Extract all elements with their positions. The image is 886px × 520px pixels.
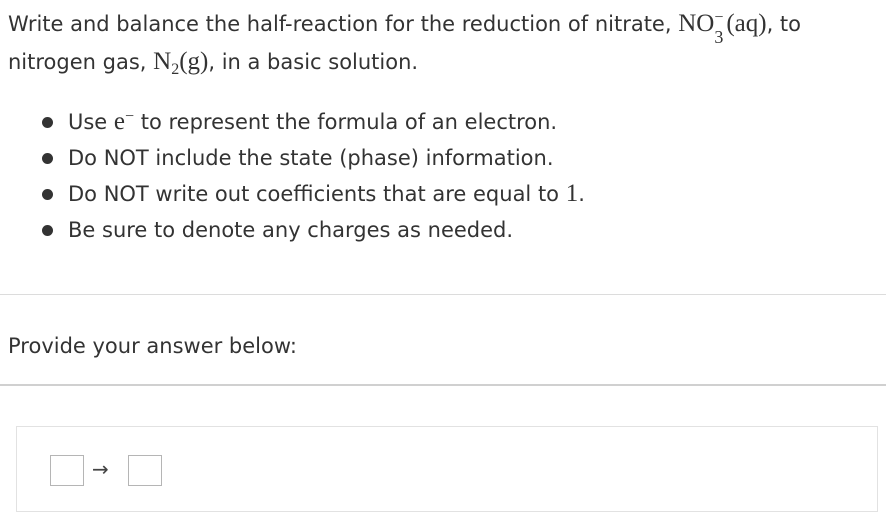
- instruction-text: to represent the formula of an electron.: [134, 110, 558, 134]
- nitrate-formula: NO: [678, 10, 715, 37]
- section-divider: [0, 384, 886, 386]
- bullet-icon: [42, 117, 53, 128]
- electron-charge: −: [125, 108, 135, 125]
- question-part-3: , in a basic solution.: [208, 50, 419, 74]
- bullet-icon: [42, 153, 53, 164]
- question-part-2: , to nitrogen gas,: [8, 12, 802, 74]
- bullet-icon: [42, 189, 53, 200]
- nitrate-charge: −: [714, 9, 724, 26]
- instruction-item: [40, 140, 585, 176]
- instruction-text: Be sure to denote any charges as needed.: [68, 218, 514, 242]
- product-input-box[interactable]: [128, 455, 162, 486]
- nitrogen-formula: N: [153, 48, 172, 75]
- nitrogen-subscript: 2: [171, 61, 180, 78]
- instruction-item: [40, 212, 585, 248]
- nitrogen-state: (g): [179, 48, 209, 75]
- reactant-input-box[interactable]: [50, 455, 84, 486]
- answer-area: [16, 426, 878, 512]
- bullet-icon: [42, 225, 53, 236]
- question-part-1: Write and balance the half-reaction for the reduction of nitrate,: [8, 12, 679, 36]
- electron-symbol: e: [113, 108, 126, 135]
- coefficient-one: 1: [565, 180, 579, 207]
- answer-prompt: Provide your answer below:: [8, 334, 297, 358]
- instruction-text: Use: [68, 110, 114, 134]
- nitrate-subscript: 3: [714, 27, 724, 47]
- instruction-text: Do NOT write out coefficients that are equal to: [68, 182, 566, 206]
- question-text: [8, 5, 882, 81]
- instruction-item: [40, 176, 585, 212]
- reaction-arrow-icon: →: [92, 457, 109, 481]
- instruction-item: [40, 104, 585, 140]
- instruction-text: Do NOT include the state (phase) information.: [68, 146, 554, 170]
- instruction-text: .: [578, 182, 585, 206]
- section-divider: [0, 294, 886, 295]
- instruction-list: [40, 104, 585, 248]
- nitrate-state: (aq): [726, 10, 767, 37]
- nitrate-subsup: [714, 9, 726, 47]
